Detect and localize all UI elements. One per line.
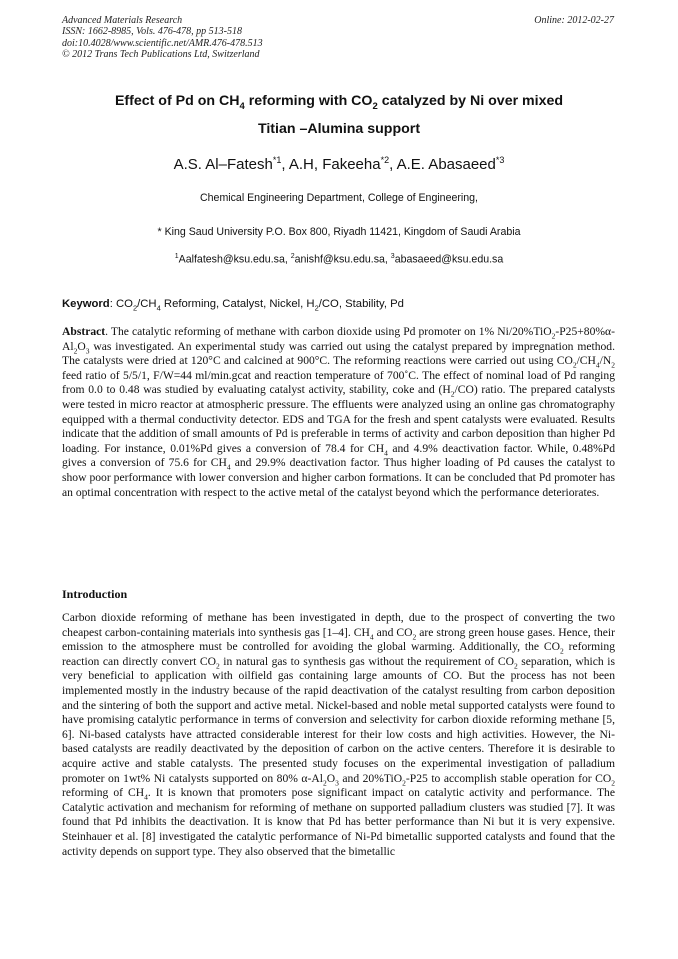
- introduction-paragraph: Carbon dioxide reforming of methane has been investigated in depth, due to the prospect of converting the two cheapest carbon-containing materials into synthesis gas [1–4]. $CH_4$ and $CO_2$ are strong green house gases. Hence, their emission to the atmosphere must be controlled for avoiding the global warming. Additionally, the $CO_2$ reforming reaction can directly convert $CO_2$ in natural gas to synthesis gas without the requirement of $CO_2$ separation, which is very beneficial to application with oilfield gas containing large amounts of CO. But the process has not been implemented mostly in the industry because of the rapid deactivation of the catalyst resulting from carbon deposition and the sintering of both the support and active metal. Nickel-based and noble metal supported catalysts were found to have promising catalytic performance in terms of conversion and selectivity for carbon dioxide reforming methane [5, 6]. Ni-based catalysts have attracted considerable interest for their low costs and high activities. However, the Ni-based catalysts are readily deactivated by the deposition of carbon on the active centers. Therefore it is desirable to acquire active and stable catalysts. The presented study focuses on the experimental investigation of palladium promoter on 1wt% Ni catalysts supported on 80% $\alpha-Al_2O_3$ and 20%TiO$_2$-P25 to accomplish stable operation for $CO_2$ reforming of $CH_4$. It is known that promoters pose significant impact on catalytic activity and performance. The Catalytic activation and mechanism for reforming of methane on supported palladium clusters was studied [7]. It was found that Pd inhibits the deactivation. It is know that Pd has better performance than Ni but it is very expensive. Steinhauer et al. [8] investigated the catalytic performance of Ni-Pd bimetallic supported catalysts and found that the activity depends on support type. They also observed that the bimetallic: [62, 611, 615, 858]
- section-heading-introduction: Introduction: [62, 587, 128, 601]
- copyright-line: © 2012 Trans Tech Publications Ltd, Switzerland: [62, 48, 260, 60]
- online-date: Online: 2012-02-27: [534, 15, 614, 26]
- author-mark: *1: [272, 155, 282, 165]
- author-name: A.S. Al–Fatesh: [173, 156, 273, 173]
- keywords: Keyword: $CO_2/CH_4$ Reforming, Catalyst, Nickel, $H_2/CO$, Stability, Pd: [62, 298, 404, 313]
- email-link[interactable]: abasaeed@ksu.edu.sa: [394, 253, 504, 266]
- abstract-label: Abstract: [62, 325, 106, 338]
- journal-name: Advanced Materials Research: [62, 15, 183, 26]
- affiliation-address: * King Saud University P.O. Box 800, Riyadh 11421, Kingdom of Saudi Arabia: [157, 226, 521, 238]
- abstract-paragraph: Abstract. The catalytic reforming of methane with carbon dioxide using Pd promoter on 1% $Ni/20\%TiO_2-P25+80\%\alpha-Al_2O_3$ was investigated. An experimental study was carried out using the catalyst prepared by impregnation method. The catalysts were dried at 120°C and calcined at 900°C. The reforming reactions were carried out using $CO_2/CH_4/N_2$ feed ratio of 5/5/1, F/W=44 ml/min.gcat and reaction temperature of 700˚C. The effect of nominal load of Pd ranging from 0.0 to 0.48 was studied by evaluating catalyst activity, stability, coke and $(H_2/CO)$ ratio. The prepared catalysts were tested in micro reactor at atmospheric pressure. The effluents were analyzed using an online gas chromatography equipped with a thermal conductivity detector. EDS and TGA for the fresh and spent catalysts were evaluated. Results indicate that the addition of small amounts of Pd is preferable in terms of activity and carbon deposition than higher Pd loading. For instance, 0.01%Pd gives a conversion of 78.4 for $CH_4$ and 4.9% deactivation factor. While, 0.48%Pd gives a conversion of 75.6 for $CH_4$ and 29.9% deactivation factor. Thus higher loading of Pd causes the catalyst to show poor performance with lower conversion and higher carbon formations. It can be concluded that Pd promoter has an optimal concentration with respect to the active metal of the catalyst beyond which the performance deteriorates.: [62, 325, 615, 499]
- journal-header: [62, 15, 263, 60]
- author-mark: *2: [380, 155, 390, 165]
- author-emails: $^1$Aalfatesh@ksu.edu.sa, $^2$anishf@ksu.edu.sa, $^3$abasaeed@ksu.edu.sa: [174, 253, 504, 266]
- title-line-2: Titian –Alumina support: [257, 120, 421, 137]
- title-line-1: Effect of Pd on $CH_4$ reforming with $CO_2$ catalyzed by Ni over mixed: [114, 93, 564, 112]
- author-mark: *3: [495, 155, 505, 165]
- author-list: A.S. Al–Fatesh$^{*1}$, A.H, Fakeeha$^{*2}$, A.E. Abasaeed$^{*3}$: [173, 155, 505, 173]
- email-link[interactable]: Aalfatesh@ksu.edu.sa: [178, 253, 285, 266]
- keywords-label: Keyword: [62, 298, 110, 310]
- author-name: A.E. Abasaeed: [396, 156, 496, 173]
- paper-title: [40, 90, 638, 140]
- email-link[interactable]: anishf@ksu.edu.sa: [294, 253, 385, 266]
- doi-line: doi:10.4028/www.scientific.net/AMR.476-478.513: [62, 37, 263, 49]
- issn-line: ISSN: 1662-8985, Vols. 476-478, pp 513-518: [62, 26, 242, 38]
- author-name: A.H, Fakeeha: [288, 156, 381, 173]
- affiliation-department: Chemical Engineering Department, College of Engineering,: [200, 192, 478, 204]
